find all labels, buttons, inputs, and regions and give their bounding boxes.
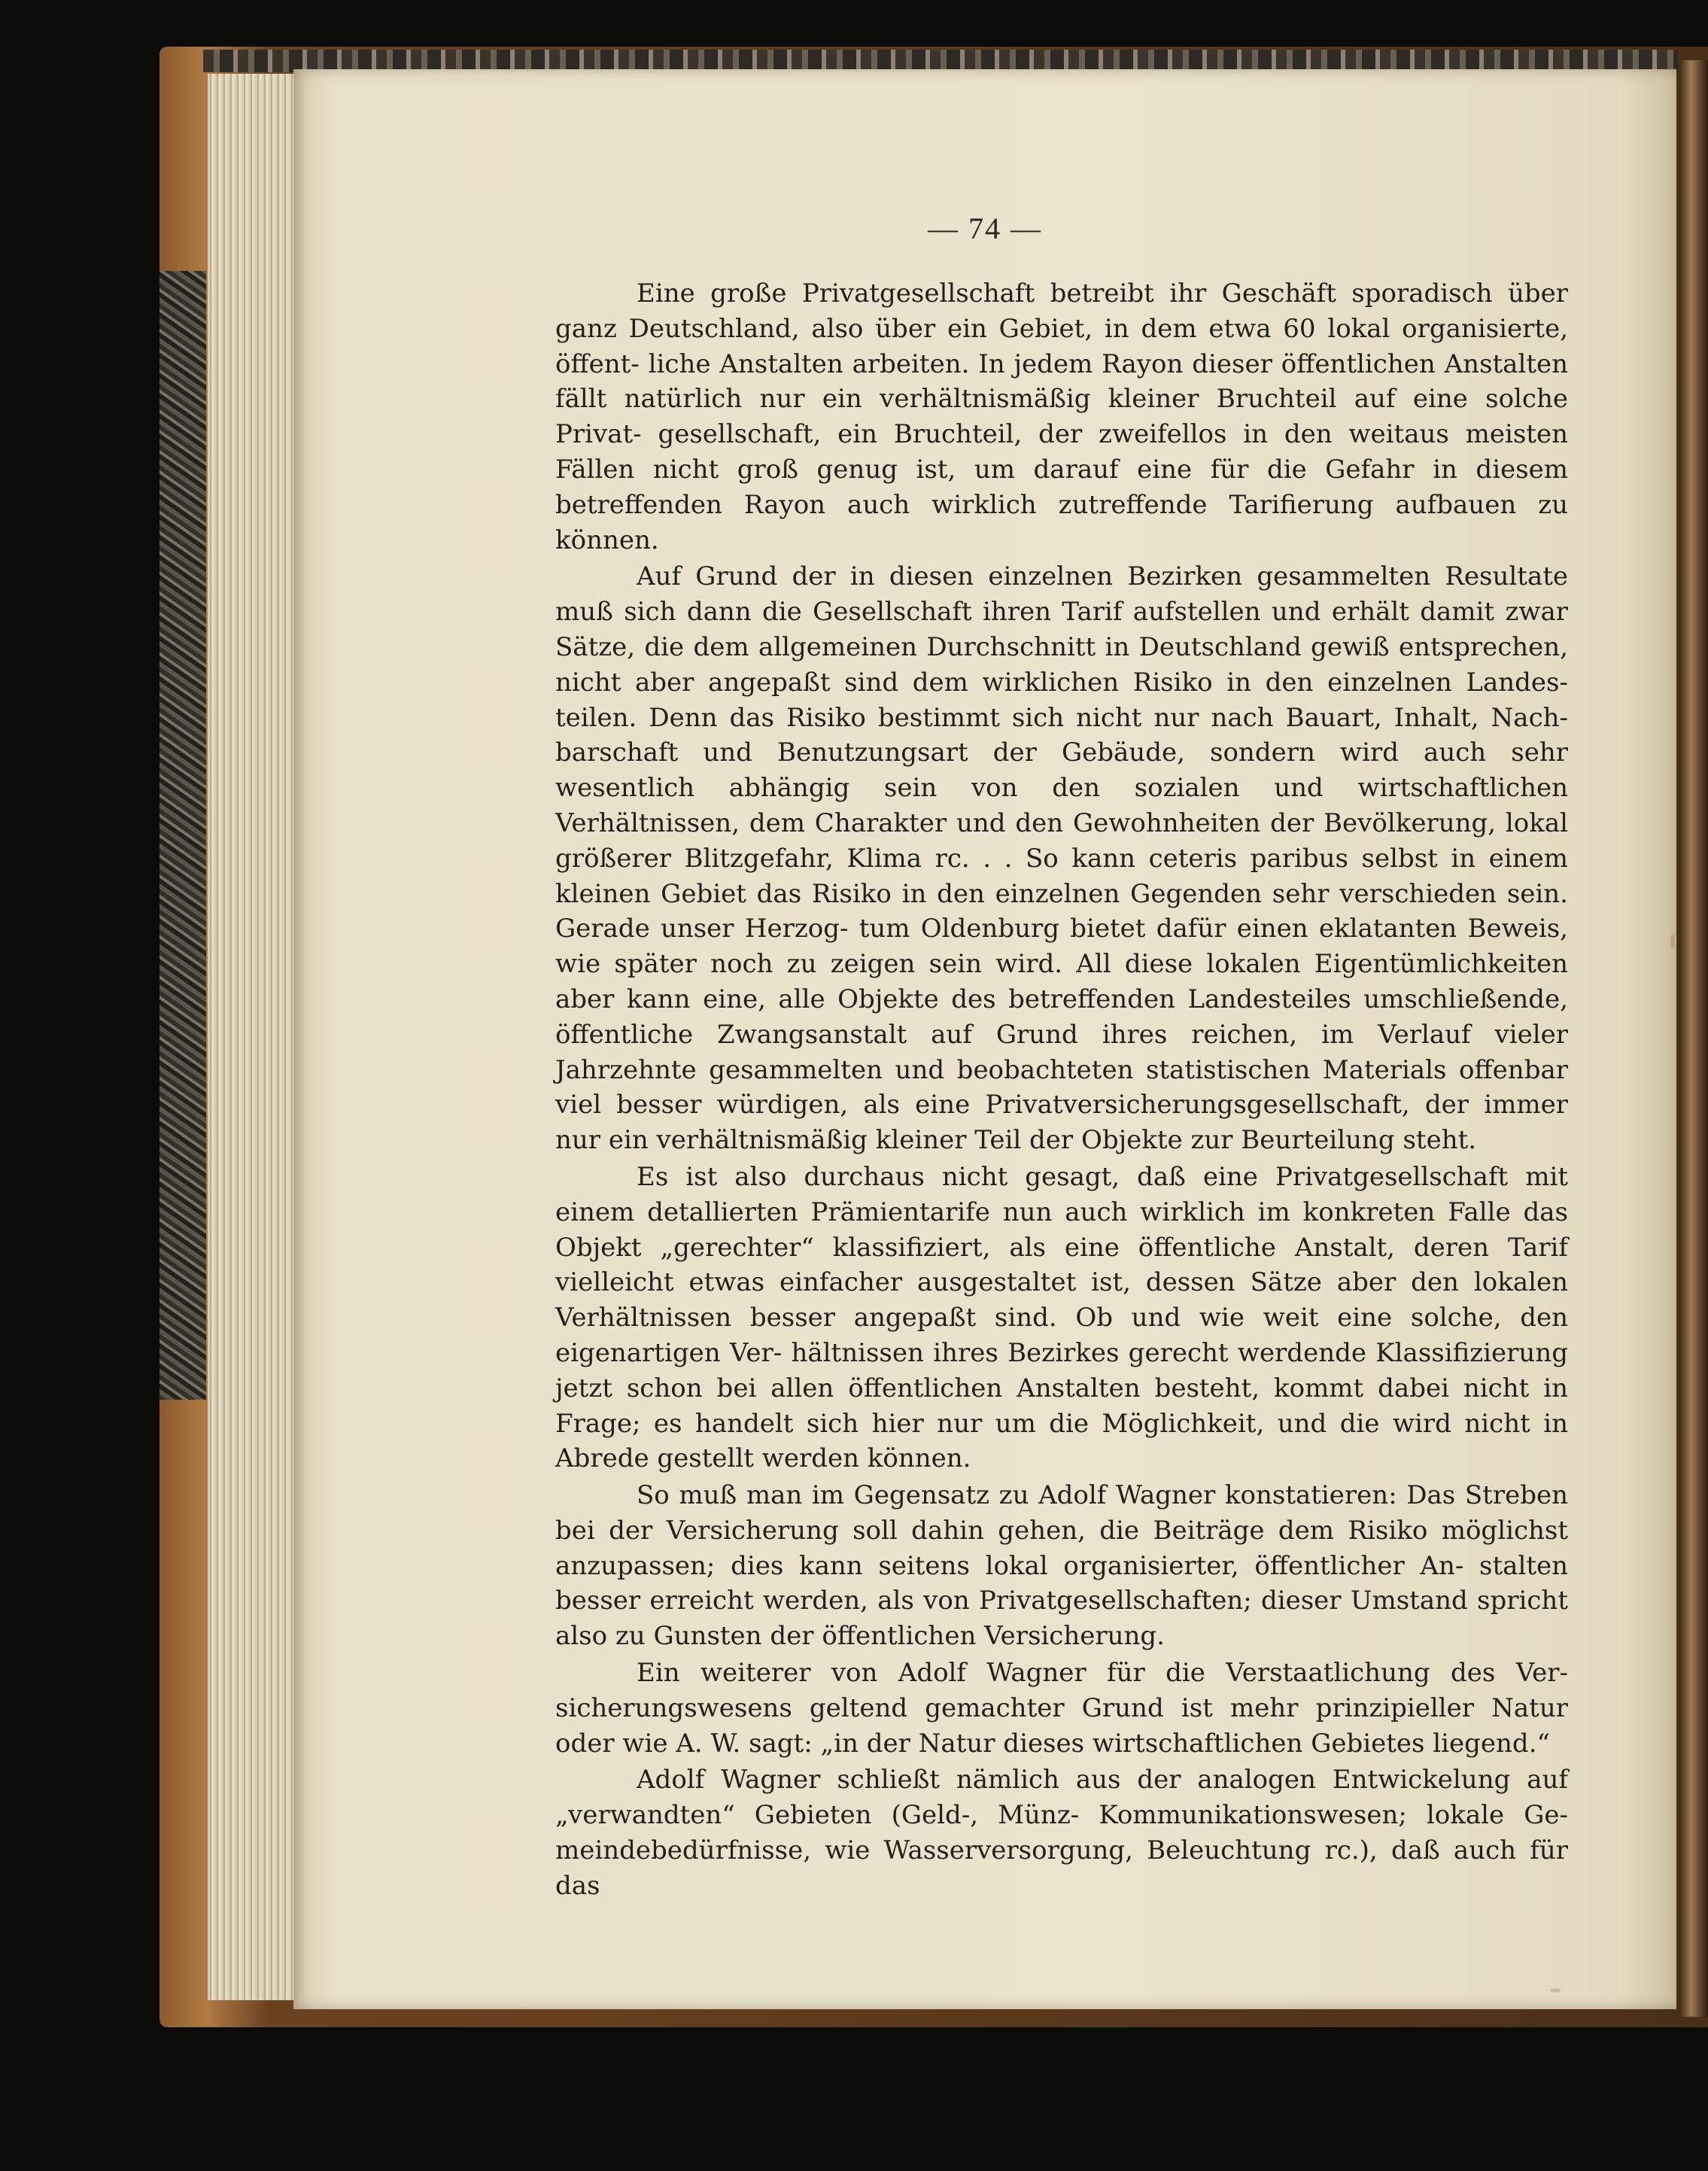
paper-blemish xyxy=(1550,1988,1561,1993)
paragraph-1: Eine große Privatgesellschaft betreibt ihr Geschäft sporadisch über ganz Deutschland, also über ein Gebiet, in dem etwa 60 lokal organisierte, öffent- liche Anstalten arbeiten. In jedem Rayon dieser öffentlichen Anstalten fällt natürlich nur ein verhältnismäßig kleiner Bruchteil auf eine solche Privat- gesellschaft, ein Bruchteil, der zweifellos in den weitaus meisten Fällen nicht groß genug ist, um darauf eine für die Gefahr in diesem betreffenden Rayon auch wirklich zutreffende Tarifierung aufbauen zu können. xyxy=(555,278,1568,555)
paper-blemish xyxy=(1670,935,1675,948)
body-text xyxy=(555,276,1568,1904)
page-leaves xyxy=(208,74,298,2000)
paragraph-2: Auf Grund der in diesen einzelnen Bezirken gesammelten Resultate muß sich dann die Gesellschaft ihren Tarif aufstellen und erhält damit zwar Sätze, die dem allgemeinen Durchschnitt in Deutschland gewiß entsprechen, nicht aber angepaßt sind dem wirklichen Risiko in den einzelnen Landes- teilen. Denn das Risiko bestimmt sich nicht nur nach Bauart, Inhalt, Nach- barschaft und Benutzungsart der Gebäude, sondern wird auch sehr wesentlich abhängig sein von den sozialen und wirtschaftlichen Verhältnissen, dem Charakter und den Gewohnheiten der Bevölkerung, lokal größerer Blitzgefahr, Klima rc. . . So kann ceteris paribus selbst in einem kleinen Gebiet das Risiko in den einzelnen Gegenden sehr verschieden sein. Gerade unser Herzog- tum Oldenburg bietet dafür einen eklatanten Beweis, wie später noch zu zeigen sein wird. All diese lokalen Eigentümlichkeiten aber kann eine, alle Objekte des betreffenden Landesteiles umschließende, öffentliche Zwangsanstalt auf Grund ihres reichen, im Verlauf vieler Jahrzehnte gesammelten und beobachteten statistischen Materials offenbar viel besser würdigen, als eine Privatversicherungsgesellschaft, der immer nur ein verhältnismäßig kleiner Teil der Objekte zur Beurteilung steht. xyxy=(555,561,1568,1156)
paragraph-5: Ein weiterer von Adolf Wagner für die Verstaatlichung des Ver- sicherungswesens geltend gemachter Grund ist mehr prinzipieller Natur oder wie A. W. sagt: „in der Natur dieses wirtschaftlichen Gebietes liegend.“ xyxy=(555,1658,1568,1759)
right-page-edge xyxy=(1679,60,1708,2017)
paragraph-6: Adolf Wagner schließt nämlich aus der analogen Entwickelung auf „verwandten“ Gebieten (Geld-, Münz- Kommunikationswesen; lokale Ge- meindebedürfnisse, wie Wasserversorgung, Beleuchtung rc.), daß auch für das xyxy=(555,1765,1568,1901)
page-number: — 74 — xyxy=(928,211,1042,245)
book-page xyxy=(293,69,1676,2009)
marbled-spine xyxy=(160,271,206,1400)
paragraph-3: Es ist also durchaus nicht gesagt, daß eine Privatgesellschaft mit einem detallierten Prämientarife nun auch wirklich im konkreten Falle das Objekt „gerechter“ klassifiziert, als eine öffentliche Anstalt, deren Tarif vielleicht etwas einfacher ausgestaltet ist, dessen Sätze aber den lokalen Verhältnissen besser angepaßt sind. Ob und wie weit eine solche, den eigenartigen Ver- hältnissen ihres Bezirkes gerecht werdende Klassifizierung jetzt schon bei allen öffentlichen Anstalten besteht, kommt dabei nicht in Frage; es handelt sich hier nur um die Möglichkeit, und die wird nicht in Abrede gestellt werden können. xyxy=(555,1161,1568,1474)
paragraph-4: So muß man im Gegensatz zu Adolf Wagner konstatieren: Das Streben bei der Versicherung soll dahin gehen, die Beiträge dem Risiko möglichst anzupassen; dies kann seitens lokal organisierter, öffentlicher An- stalten besser erreicht werden, als von Privatgesellschaften; dieser Umstand spricht also zu Gunsten der öffentlichen Versicherung. xyxy=(555,1480,1568,1652)
